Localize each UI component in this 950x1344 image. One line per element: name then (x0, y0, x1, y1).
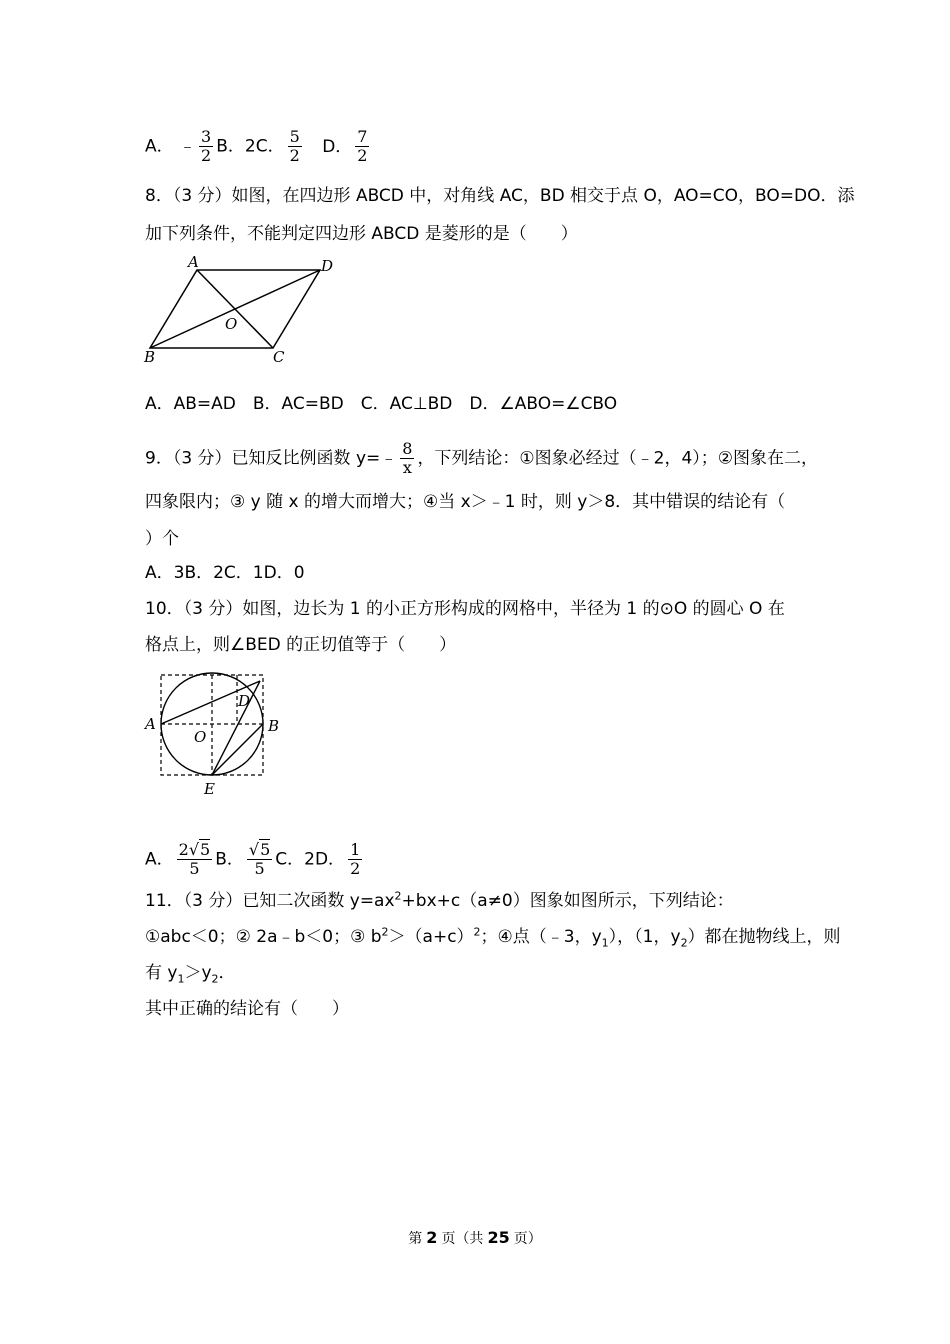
q11-l1-a: 11．（3 分）已知二次函数 y=ax (145, 891, 395, 911)
q11-stem-line2 (145, 925, 841, 949)
q11-l3-b: ＞y (184, 963, 212, 983)
q7-a-num: 3 (201, 127, 212, 146)
q10-option-d-label: D． (314, 849, 346, 870)
q10-a-coef: 2 (178, 840, 189, 859)
q10-label-o: O (194, 728, 207, 746)
q7-option-d-label: D． (322, 136, 353, 157)
q7-option-a-neg: ﹣ (179, 136, 197, 157)
q10-stem-line2: 格点上，则∠BED 的正切值等于（ ） (145, 635, 457, 655)
q11-l3-c: ． (218, 963, 236, 983)
q7-option-c-fraction (288, 128, 302, 165)
q11-l2-sup2: 2 (473, 925, 481, 939)
q11-stem-line1 (145, 889, 734, 913)
q10-label-b: B (268, 717, 280, 735)
q11-l2-a: ①abc＜0；② 2a﹣b＜0；③ b (145, 927, 382, 947)
q11-l1-b: +bx+c（a≠0）图象如图所示，下列结论： (401, 891, 734, 911)
q11-l2-b: ＞（a+c） (388, 927, 474, 947)
q10-option-d-fraction (348, 841, 362, 878)
q10-stem-line1: 10．（3 分）如图，边长为 1 的小正方形构成的网格中，半径为 1 的⊙O 的圆心 O 在 (145, 599, 785, 619)
q7-c-den: 2 (289, 146, 300, 165)
q10-b-numerator: √5 (248, 840, 271, 859)
q7-d-den: 2 (357, 146, 368, 165)
footer-pre: 第 (408, 1231, 423, 1247)
footer-page-number: 2 (426, 1228, 438, 1247)
q8-label-o: O (225, 315, 238, 333)
q7-a-den: 2 (201, 146, 212, 165)
q10-option-c: C．2 (275, 849, 315, 870)
q7-option-b: B．2 (216, 136, 256, 157)
q10-circle-grid-figure (140, 665, 290, 801)
q11-l2-sup1: 2 (381, 925, 389, 939)
q9-stem-line1 (145, 440, 818, 477)
q10-options (145, 841, 365, 878)
q8-label-a: A (188, 253, 199, 271)
q9-frac-den: x (402, 458, 412, 477)
q10-d-num: 1 (350, 840, 361, 859)
q7-option-c-label: C． (255, 136, 285, 157)
q10-a-radicand: 5 (200, 840, 211, 859)
q11-l2-sub2: 2 (680, 936, 688, 950)
q7-c-num: 5 (289, 127, 300, 146)
q11-l2-c: ；④点（﹣3，y (480, 927, 602, 947)
q8-options: A．AB=AD B．AC=BD C．AC⊥BD D．∠ABO=∠CBO (145, 394, 618, 414)
q8-label-c: C (273, 348, 285, 366)
page-footer (0, 1228, 950, 1248)
q10-a-den: 5 (189, 859, 200, 878)
q9-stem-line3: ）个 (145, 529, 179, 549)
footer-post: 页） (513, 1231, 542, 1247)
q7-options (145, 128, 372, 165)
q11-l3-sub2: 2 (211, 972, 219, 986)
q11-l2-d: ），（1，y (608, 927, 681, 947)
q8-stem-line1: 8．（3 分）如图，在四边形 ABCD 中，对角线 AC，BD 相交于点 O，AO=CO，BO=DO．添 (145, 186, 855, 206)
q11-l2-sub1: 1 (601, 936, 609, 950)
q7-d-num: 7 (357, 127, 368, 146)
q10-option-a-label: A． (145, 849, 174, 870)
footer-total-pages: 25 (487, 1228, 510, 1247)
q9-options: A．3B．2C．1D．0 (145, 563, 305, 583)
q10-label-e: E (204, 780, 215, 798)
q10-b-den: 5 (254, 859, 265, 878)
q9-frac-num: 8 (402, 439, 413, 458)
q7-option-a-fraction (199, 128, 213, 165)
q10-option-a-fraction (177, 841, 213, 878)
q10-a-numerator: 2√5 (178, 840, 211, 859)
q11-stem-line4: 其中正确的结论有（ ） (145, 999, 349, 1019)
q8-stem-line2: 加下列条件，不能判定四边形 ABCD 是菱形的是（ ） (145, 224, 578, 244)
q11-l3-a: 有 y (145, 963, 178, 983)
q11-stem-line3 (145, 961, 236, 985)
q10-label-a: A (145, 715, 156, 733)
q8-parallelogram-figure (140, 252, 340, 372)
q10-option-b-fraction (247, 841, 272, 878)
q7-option-d-fraction (355, 128, 369, 165)
q9-fraction (400, 440, 414, 477)
q10-b-radicand: 5 (260, 840, 271, 859)
q11-l2-e: ）都在抛物线上，则 (687, 927, 841, 947)
q10-label-d: D (238, 692, 251, 710)
q9-stem-line1-post: ，下列结论：①图象必经过（﹣2，4）；②图象在二， (417, 448, 819, 469)
q10-option-b-label: B． (215, 849, 244, 870)
q11-l1-sup: 2 (394, 889, 402, 903)
footer-mid: 页（共 (441, 1231, 484, 1247)
q7-option-a-label: A． (145, 136, 174, 157)
q8-label-b: B (144, 348, 156, 366)
q8-label-d: D (321, 257, 334, 275)
q9-stem-line2: 四象限内；③ y 随 x 的增大而增大；④当 x＞﹣1 时，则 y＞8．其中错误的结论有（ (145, 492, 786, 512)
q10-d-den: 2 (350, 859, 361, 878)
q9-stem-line1-pre: 9．（3 分）已知反比例函数 y=﹣ (145, 448, 398, 469)
q11-l3-sub1: 1 (177, 972, 185, 986)
